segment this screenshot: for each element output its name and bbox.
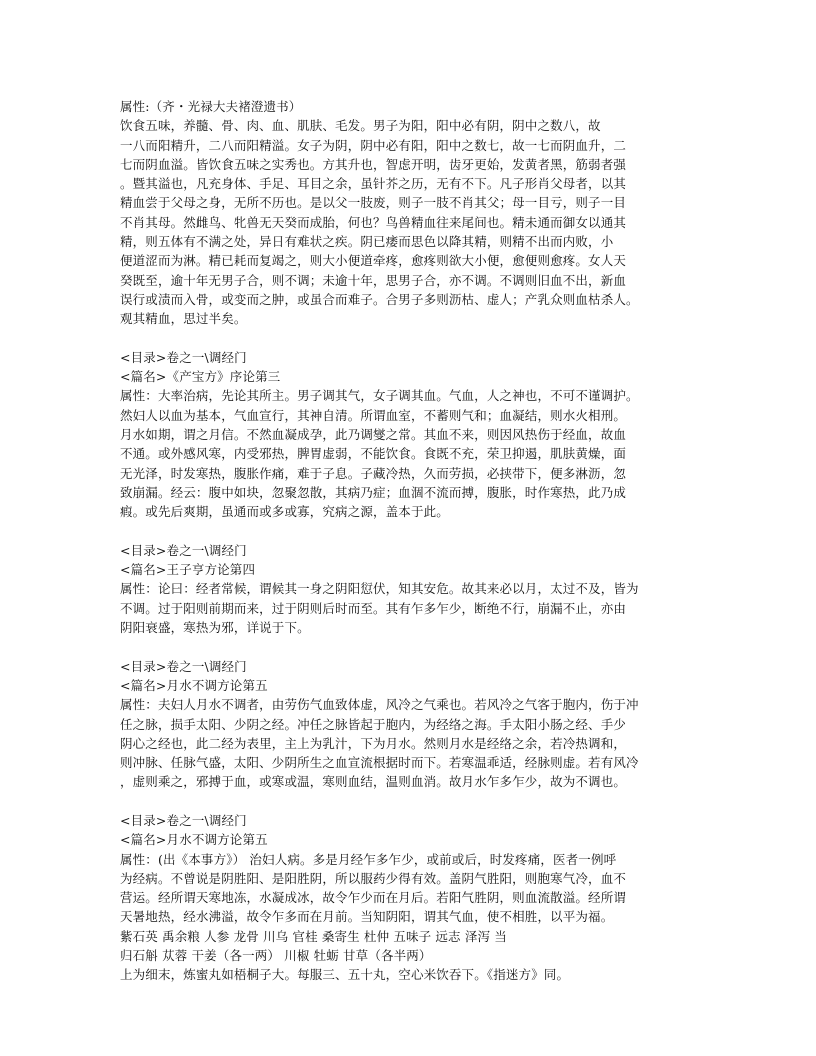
document-text bbox=[120, 97, 710, 985]
text-line: 月水如期，谓之月信。不然血凝成孕，此乃调燮之常。其血不来，则因风热伤于经血，故血 bbox=[120, 427, 627, 443]
text-line: 任之脉，损手太阳、少阴之经。冲任之脉皆起于胞内，为经络之海。手太阳小肠之经、手少 bbox=[120, 716, 627, 732]
text-line: 为经病。不曾说是阴胜阳、是阳胜阴，所以服药少得有效。盖阴气胜阳，则胞寒气冷，血不 bbox=[120, 870, 627, 886]
paragraph-gap bbox=[120, 329, 710, 348]
text-line: 七而阴血溢。皆饮食五味之实秀也。方其升也，智虑开明，齿牙更始，发黄者黑，筋弱者强 bbox=[120, 156, 627, 172]
text-line: 致崩漏。经云：腹中如块，忽聚忽散，其病乃症；血涸不流而搏，腹胀，时作寒热，此乃成 bbox=[120, 484, 627, 500]
text-line: <目录>卷之一\调经门 bbox=[120, 349, 247, 365]
text-section bbox=[120, 541, 710, 637]
text-line: 紫石英 禹余粮 人参 龙骨 川乌 官桂 桑寄生 杜仲 五味子 远志 泽泻 当 bbox=[120, 928, 507, 944]
text-line: 饮食五味，养髓、骨、肉、血、肌肤、毛发。男子为阳，阳中必有阴，阴中之数八，故 bbox=[120, 118, 601, 134]
text-line: 瘕。或先后爽期，虽通而或多或寡，究病之源，盖本于此。 bbox=[120, 504, 449, 520]
text-line: <篇名>《产宝方》序论第三 bbox=[120, 369, 281, 385]
text-line: 一八而阳精升，二八而阳精溢。女子为阴，阴中必有阳，阳中之数七，故一七而阴血升，二 bbox=[120, 137, 627, 153]
text-line: ，虚则乘之，邪搏于血，或寒或温，寒则血结，温则血消。故月水乍多乍少，故为不调也。 bbox=[120, 774, 627, 790]
text-line: 便道涩而为淋。精已耗而复竭之，则大小便道牵疼，愈疼则欲大小便，愈便则愈疼。女人天 bbox=[120, 253, 627, 269]
text-line: 上为细末，炼蜜丸如梧桐子大。每服三、五十丸，空心米饮吞下。《指迷方》同。 bbox=[120, 967, 570, 983]
text-line: 。暨其溢也，凡充身体、手足、耳目之余，虽针芥之历，无有不下。凡子形肖父母者，以其 bbox=[120, 176, 627, 192]
text-line: <篇名>王子亨方论第四 bbox=[120, 562, 256, 578]
text-line: 阴心之经也，此二经为表里，主上为乳汁，下为月水。然则月水是经络之余，若冷热调和， bbox=[120, 735, 627, 751]
text-line: 天暑地热，经水沸溢，故令乍多而在月前。当知阴阳，谓其气血，使不相胜，以平为福。 bbox=[120, 909, 614, 925]
text-line: 营运。经所谓天寒地冻，水凝成冰，故令乍少而在月后。若阳气胜阴，则血流散溢。经所谓 bbox=[120, 890, 627, 906]
text-line: 属性：(出《本事方》） 治妇人病。多是月经乍多乍少，或前或后，时发疼痛，医者一例呼 bbox=[120, 851, 617, 867]
text-section bbox=[120, 657, 710, 792]
text-line: 属性：论曰：经者常候，谓候其一身之阴阳愆伏，知其安危。故其来必以月，太过不及，皆为 bbox=[120, 581, 639, 597]
text-line: 不肖其母。然雌鸟、牝兽无天癸而成胎，何也？鸟兽精血往来尾间也。精未通而御女以通其 bbox=[120, 214, 627, 230]
text-section bbox=[120, 97, 710, 329]
text-line: <篇名>月水不调方论第五 bbox=[120, 677, 268, 693]
text-line: 精血尝于父母之身，无所不历也。是以父一肢废，则子一肢不肖其父；母一目亏，则子一目 bbox=[120, 195, 627, 211]
text-line: 属性：大率治病，先论其所主。男子调其气，女子调其血。气血，人之神也，不可不谨调护。 bbox=[120, 388, 639, 404]
text-section bbox=[120, 348, 710, 522]
text-line: 归石斛 苁蓉 干姜（各一两） 川椒 牡蛎 甘草（各半两） bbox=[120, 948, 432, 964]
paragraph-gap bbox=[120, 637, 710, 656]
text-line: 观其精血，思过半矣。 bbox=[120, 311, 247, 327]
text-section bbox=[120, 811, 710, 985]
text-line: 然妇人以血为基本，气血宣行，其神自清。所谓血室，不蓄则气和；血凝结，则水火相刑。 bbox=[120, 407, 627, 423]
text-line: 精，则五体有不满之处，异日有难状之疾。阴已痿而思色以降其精，则精不出而内败，小 bbox=[120, 234, 614, 250]
text-line: 不通。或外感风寒，内受邪热，脾胃虚弱，不能饮食。食既不充，荣卫抑遏，肌肤黄燥，面 bbox=[120, 446, 627, 462]
text-line: <目录>卷之一\调经门 bbox=[120, 658, 247, 674]
text-line: 则冲脉、任脉气盛，太阳、少阴所生之血宣流根据时而下。若寒温乖适，经脉则虚。若有风冷 bbox=[120, 755, 639, 771]
text-line: <篇名>月水不调方论第五 bbox=[120, 832, 268, 848]
text-line: 属性：夫妇人月水不调者，由劳伤气血致体虚，风冷之气乘也。若风冷之气客于胞内，伤于冲 bbox=[120, 697, 639, 713]
text-line: <目录>卷之一\调经门 bbox=[120, 542, 247, 558]
text-line: 误行或渍而入骨，或变而之肿，或虽合而难子。合男子多则沥枯、虚人；产乳众则血枯杀人。 bbox=[120, 291, 639, 307]
text-line: 不调。过于阳则前期而来，过于阴则后时而至。其有乍多乍少，断绝不行，崩漏不止，亦由 bbox=[120, 600, 627, 616]
paragraph-gap bbox=[120, 522, 710, 541]
text-line: 阴阳衰盛，寒热为邪，详说于下。 bbox=[120, 620, 310, 636]
paragraph-gap bbox=[120, 792, 710, 811]
text-line: 癸既至，逾十年无男子合，则不调；未逾十年，思男子合，亦不调。不调则旧血不出，新血 bbox=[120, 272, 627, 288]
text-line: 属性:（齐・光禄大夫褚澄遗书） bbox=[120, 99, 302, 114]
text-line: 无光泽，时发寒热，腹胀作痛，难于子息。子藏冷热，久而劳损，必挟带下，便多淋沥，忽 bbox=[120, 465, 627, 481]
text-line: <目录>卷之一\调经门 bbox=[120, 812, 247, 828]
